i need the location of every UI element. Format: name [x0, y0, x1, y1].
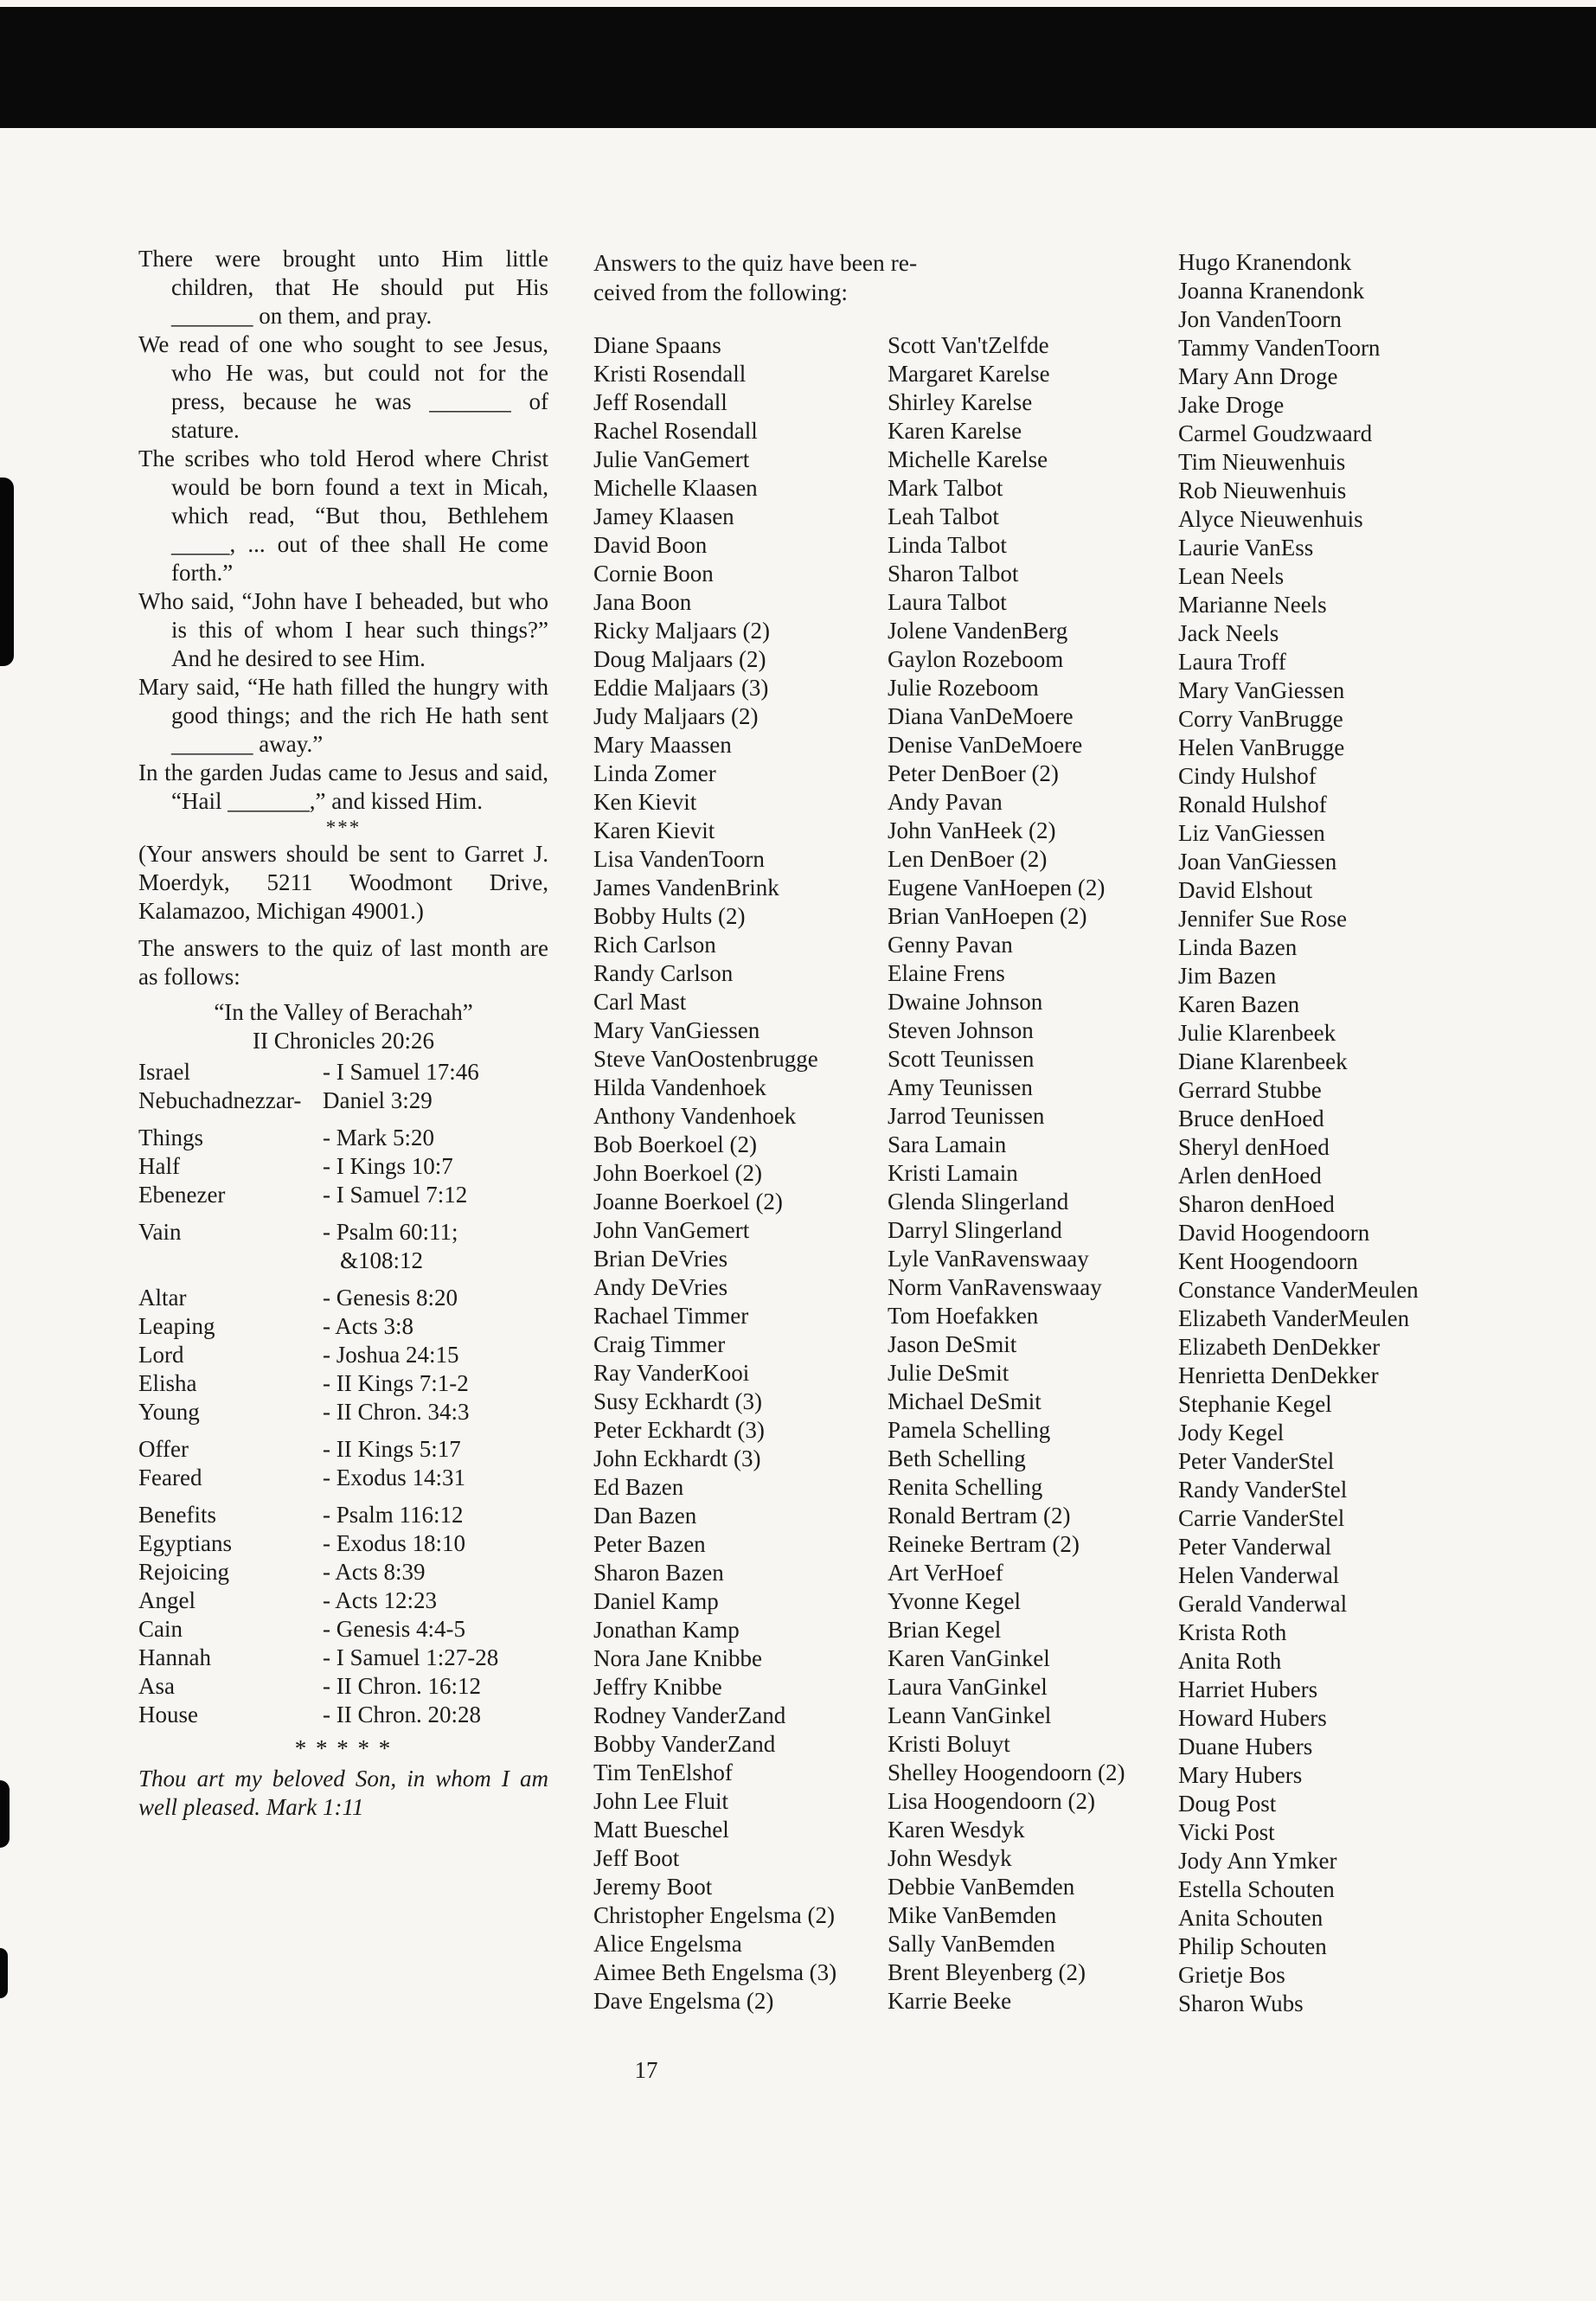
answer-word: Rejoicing	[138, 1559, 229, 1585]
send-answers-note: (Your answers should be sent to Garret J. Moerdyk, 5211 Woodmont Drive, Kalamazoo, Michigan 49001.)	[138, 841, 548, 924]
reader-name: Cornie Boon	[593, 561, 714, 586]
reader-name: Glenda Slingerland	[888, 1189, 1069, 1215]
answer-scripture-reference: - I Samuel 17:46	[323, 1059, 479, 1085]
reader-name: John Boerkoel (2)	[593, 1160, 762, 1186]
reader-name: Michelle Klaasen	[593, 475, 758, 501]
reader-name: Art VerHoef	[888, 1560, 1003, 1586]
answer-row	[138, 1369, 548, 1398]
reader-name: Helen VanBrugge	[1178, 734, 1345, 760]
reader-name: Jon VandenToorn	[1178, 306, 1342, 332]
reader-name: Mary Maassen	[593, 732, 732, 758]
scan-artifact	[0, 478, 14, 666]
reader-name: Ray VanderKooi	[593, 1360, 750, 1386]
reader-name: Constance VanderMeulen	[1178, 1277, 1419, 1303]
reader-name: Helen Vanderwal	[1178, 1562, 1340, 1588]
scan-artifact	[0, 1780, 10, 1848]
reader-name: Laurie VanEss	[1178, 535, 1314, 561]
answer-word: Ebenezer	[138, 1182, 226, 1208]
reader-name: Mary VanGiessen	[593, 1017, 760, 1043]
reader-name: Linda Zomer	[593, 760, 716, 786]
reader-name: David Hoogendoorn	[1178, 1220, 1370, 1246]
reader-name: John Lee Fluit	[593, 1788, 728, 1814]
answer-group	[138, 1284, 548, 1426]
reader-name: Harriet Hubers	[1178, 1676, 1318, 1702]
reader-name: Joan VanGiessen	[1178, 849, 1337, 875]
reader-name: Linda Bazen	[1178, 934, 1298, 960]
reader-name: Michael DeSmit	[888, 1388, 1042, 1414]
reader-name: Brian DeVries	[593, 1246, 728, 1272]
reader-name: Mary Hubers	[1178, 1762, 1303, 1788]
reader-name: Jonathan Kamp	[593, 1617, 740, 1643]
answer-scripture-reference: - II Kings 5:17	[323, 1436, 461, 1462]
reader-name: Jeff Rosendall	[593, 389, 727, 415]
reader-name: Michelle Karelse	[888, 446, 1048, 472]
answer-row	[138, 1181, 548, 1209]
reader-name: James VandenBrink	[593, 875, 779, 901]
reader-name: Eugene VanHoepen (2)	[888, 875, 1106, 901]
reader-name: Anthony Vandenhoek	[593, 1103, 797, 1129]
reader-name: Margaret Karelse	[888, 361, 1050, 387]
answer-row	[138, 1558, 548, 1586]
reader-name: Karrie Beeke	[888, 1988, 1012, 2014]
answer-word: Lord	[138, 1342, 184, 1368]
quiz-question: We read of one who sought to see Jesus, who He was, but could not for the press, because he was _______ of stature.	[138, 331, 548, 443]
reader-name: Aimee Beth Engelsma (3)	[593, 1959, 837, 1985]
reader-name: Philip Schouten	[1178, 1933, 1327, 1959]
reader-name: Ricky Maljaars (2)	[593, 618, 770, 644]
reader-name: Henrietta DenDekker	[1178, 1362, 1379, 1388]
answer-row	[138, 1058, 548, 1086]
reader-name: Jody Kegel	[1178, 1420, 1285, 1445]
reader-name: Debbie VanBemden	[888, 1874, 1075, 1900]
quiz-question: Mary said, “He hath filled the hungry with good things; and the rich He hath sent _______ away.”	[138, 674, 548, 757]
answer-scripture-reference: - II Kings 7:1-2	[323, 1370, 469, 1396]
answer-row	[138, 1672, 548, 1701]
answer-row	[138, 1644, 548, 1672]
reader-name: Jason DeSmit	[888, 1331, 1017, 1357]
reader-name: Carrie VanderStel	[1178, 1505, 1345, 1531]
answer-row	[138, 1152, 548, 1181]
reader-name: Rich Carlson	[593, 932, 716, 958]
reader-name: Kristi Rosendall	[593, 361, 747, 387]
quiz-question-list	[138, 245, 548, 816]
reader-name: Hilda Vandenhoek	[593, 1074, 766, 1100]
answer-word: Vain	[138, 1219, 182, 1245]
reader-name: Peter VanderStel	[1178, 1448, 1335, 1474]
names-column-3	[1178, 248, 1465, 2018]
reader-name: Sharon Wubs	[1178, 1990, 1304, 2016]
reader-name: Len DenBoer (2)	[888, 846, 1048, 872]
reader-name: Bobby Hults (2)	[593, 903, 746, 929]
reader-name: Dave Engelsma (2)	[593, 1988, 774, 2014]
reader-name: Elaine Frens	[888, 960, 1005, 986]
reader-name: Brian Kegel	[888, 1617, 1002, 1643]
reader-name: Kent Hoogendoorn	[1178, 1248, 1358, 1274]
reader-name: Sally VanBemden	[888, 1931, 1055, 1957]
reader-name: Peter Bazen	[593, 1531, 706, 1557]
answer-row	[138, 1086, 548, 1115]
reader-name: Diane Klarenbeek	[1178, 1048, 1348, 1074]
reader-name: Sheryl denHoed	[1178, 1134, 1330, 1160]
reader-name: Lyle VanRavenswaay	[888, 1246, 1089, 1272]
reader-name: Diane Spaans	[593, 332, 721, 358]
reader-name: Vicki Post	[1178, 1819, 1275, 1845]
reader-name: Andy Pavan	[888, 789, 1003, 815]
names-column-1	[593, 331, 881, 2016]
reader-name: Doug Post	[1178, 1791, 1277, 1817]
answer-key-table	[138, 1058, 548, 1729]
answer-word: Asa	[138, 1673, 175, 1699]
answer-row	[138, 1398, 548, 1426]
answer-word: Egyptians	[138, 1530, 232, 1556]
reader-name: Gerrard Stubbe	[1178, 1077, 1322, 1103]
reader-name: Marianne Neels	[1178, 592, 1327, 618]
answer-scripture-reference: - I Kings 10:7	[323, 1153, 453, 1179]
reader-name: Ronald Bertram (2)	[888, 1503, 1071, 1529]
answer-scripture-reference: - Acts 12:23	[323, 1587, 437, 1613]
reader-name: Jarrod Teunissen	[888, 1103, 1045, 1129]
scan-top-bar	[0, 7, 1596, 128]
answer-word: Feared	[138, 1465, 202, 1490]
answer-word: Half	[138, 1153, 180, 1179]
answer-scripture-reference: - Genesis 4:4-5	[323, 1616, 465, 1642]
reader-name: Elizabeth DenDekker	[1178, 1334, 1381, 1360]
reader-name: Tim TenElshof	[593, 1759, 733, 1785]
reader-name: Pamela Schelling	[888, 1417, 1051, 1443]
answer-scripture-reference: - Genesis 8:20	[323, 1285, 458, 1311]
reader-name: Rachael Timmer	[593, 1303, 749, 1329]
answer-row	[138, 1501, 548, 1529]
reader-name: Grietje Bos	[1178, 1962, 1285, 1988]
reader-name: Scott Teunissen	[888, 1046, 1035, 1072]
reader-name: Kristi Lamain	[888, 1160, 1018, 1186]
reader-name: Nora Jane Knibbe	[593, 1645, 762, 1671]
reader-name: Diana VanDeMoere	[888, 703, 1074, 729]
reader-name: Joanna Kranendonk	[1178, 278, 1365, 304]
reader-name: Ed Bazen	[593, 1474, 684, 1500]
reader-name: Julie DeSmit	[888, 1360, 1010, 1386]
reader-name: Steve VanOostenbrugge	[593, 1046, 818, 1072]
answer-scripture-reference: - Acts 3:8	[323, 1313, 413, 1339]
reader-name: Craig Timmer	[593, 1331, 726, 1357]
reader-name: Laura VanGinkel	[888, 1674, 1048, 1700]
reader-name: Mary VanGiessen	[1178, 677, 1345, 703]
reader-name: Corry VanBrugge	[1178, 706, 1343, 732]
reader-name: Julie Rozeboom	[888, 675, 1039, 701]
answer-scripture-reference: - II Chron. 20:28	[323, 1702, 481, 1727]
answer-scripture-reference-cont: &108:12	[340, 1247, 424, 1273]
quiz-question: The scribes who told Herod where Christ would be born found a text in Micah, which read, “But thou, Bethlehem _____, ... out of thee shall He come forth.”	[138, 445, 548, 586]
reader-name: Krista Roth	[1178, 1619, 1287, 1645]
reader-name: Peter DenBoer (2)	[888, 760, 1059, 786]
reader-name: Randy Carlson	[593, 960, 734, 986]
answer-row	[138, 1284, 548, 1312]
reader-name: John VanHeek (2)	[888, 817, 1056, 843]
answer-scripture-reference: - Joshua 24:15	[323, 1342, 459, 1368]
reader-name: Doug Maljaars (2)	[593, 646, 766, 672]
answer-group	[138, 1501, 548, 1729]
reader-name: Lisa VandenToorn	[593, 846, 765, 872]
reader-name: Sharon Talbot	[888, 561, 1019, 586]
answer-group	[138, 1124, 548, 1209]
reader-name: Jana Boon	[593, 589, 692, 615]
reader-name: Laura Talbot	[888, 589, 1007, 615]
reader-name: Bob Boerkoel (2)	[593, 1131, 757, 1157]
reader-name: Jolene VandenBerg	[888, 618, 1068, 644]
answer-row	[138, 1312, 548, 1341]
answer-scripture-reference: - I Samuel 7:12	[323, 1182, 468, 1208]
reader-name: Kristi Boluyt	[888, 1731, 1010, 1757]
answer-word: Cain	[138, 1616, 183, 1642]
names-column-2	[888, 331, 1175, 2016]
answer-scripture-reference: - Psalm 116:12	[323, 1502, 464, 1528]
separator-stars: ***	[325, 817, 362, 838]
reader-name: Laura Troff	[1178, 649, 1286, 675]
answer-group	[138, 1058, 548, 1115]
reader-name: Karen VanGinkel	[888, 1645, 1050, 1671]
answer-scripture-reference: - Acts 8:39	[323, 1559, 426, 1585]
answer-row	[138, 1218, 548, 1275]
answer-word: Angel	[138, 1587, 195, 1613]
reader-name: Tom Hoefakken	[888, 1303, 1039, 1329]
received-heading	[593, 248, 1009, 307]
reader-name: John VanGemert	[593, 1217, 750, 1243]
reader-name: Rachel Rosendall	[593, 418, 758, 444]
reader-name: Anita Roth	[1178, 1648, 1282, 1674]
reader-name: Rodney VanderZand	[593, 1702, 786, 1728]
reader-name: Tammy VandenToorn	[1178, 335, 1381, 361]
reader-name: Duane Hubers	[1178, 1734, 1313, 1759]
reader-name: Sharon Bazen	[593, 1560, 724, 1586]
reader-name: Beth Schelling	[888, 1445, 1026, 1471]
reader-name: Reineke Bertram (2)	[888, 1531, 1080, 1557]
reader-name: Karen Kievit	[593, 817, 715, 843]
answer-word: House	[138, 1702, 198, 1727]
reader-name: Shirley Karelse	[888, 389, 1033, 415]
answers-reference: II Chronicles 20:26	[253, 1028, 434, 1054]
reader-name: Tim Nieuwenhuis	[1178, 449, 1346, 475]
reader-name: Christopher Engelsma (2)	[593, 1902, 835, 1928]
reader-name: Sara Lamain	[888, 1131, 1007, 1157]
reader-name: Mike VanBemden	[888, 1902, 1057, 1928]
reader-name: Jennifer Sue Rose	[1178, 906, 1347, 932]
answer-word: Nebuchadnezzar-	[138, 1087, 302, 1113]
reader-name: Stephanie Kegel	[1178, 1391, 1332, 1417]
reader-name: David Elshout	[1178, 877, 1313, 903]
answer-scripture-reference: - Psalm 60:11;	[323, 1219, 458, 1245]
reader-name: Ronald Hulshof	[1178, 792, 1327, 817]
reader-name: David Boon	[593, 532, 708, 558]
answer-scripture-reference: Daniel 3:29	[323, 1087, 433, 1113]
received-heading-line2: ceived from the following:	[593, 279, 849, 305]
reader-name: Steven Johnson	[888, 1017, 1034, 1043]
answer-word: Israel	[138, 1059, 190, 1085]
answer-group	[138, 1435, 548, 1492]
answer-word: Things	[138, 1125, 204, 1150]
reader-name: Randy VanderStel	[1178, 1477, 1348, 1503]
answer-scripture-reference: - Exodus 14:31	[323, 1465, 465, 1490]
reader-name: Karen Bazen	[1178, 991, 1300, 1017]
answer-scripture-reference: - II Chron. 34:3	[323, 1399, 470, 1425]
reader-name: Jody Ann Ymker	[1178, 1848, 1337, 1874]
reader-name: Arlen denHoed	[1178, 1163, 1322, 1189]
answer-word: Young	[138, 1399, 200, 1425]
reader-name: Cindy Hulshof	[1178, 763, 1317, 789]
answer-group	[138, 1218, 548, 1275]
page-number: 17	[634, 2057, 658, 2083]
reader-name: Jim Bazen	[1178, 963, 1277, 989]
reader-name: Leann VanGinkel	[888, 1702, 1052, 1728]
reader-name: Julie Klarenbeek	[1178, 1020, 1336, 1046]
reader-name: Brent Bleyenberg (2)	[888, 1959, 1086, 1985]
answers-intro: The answers to the quiz of last month are as follows:	[138, 935, 548, 990]
reader-name: Leah Talbot	[888, 503, 999, 529]
reader-name: Amy Teunissen	[888, 1074, 1033, 1100]
reader-name: Howard Hubers	[1178, 1705, 1327, 1731]
reader-name: Anita Schouten	[1178, 1905, 1324, 1931]
scripture-verse: Thou art my beloved Son, in whom I am well pleased. Mark 1:11	[138, 1766, 548, 1820]
reader-name: Susy Eckhardt (3)	[593, 1388, 762, 1414]
reader-name: Jamey Klaasen	[593, 503, 734, 529]
answer-word: Hannah	[138, 1644, 211, 1670]
reader-name: Alice Engelsma	[593, 1931, 742, 1957]
reader-name: Jeffry Knibbe	[593, 1674, 722, 1700]
reader-name: Darryl Slingerland	[888, 1217, 1062, 1243]
reader-name: Yvonne Kegel	[888, 1588, 1021, 1614]
reader-name: Matt Bueschel	[593, 1817, 729, 1843]
answer-row	[138, 1586, 548, 1615]
reader-name: Mark Talbot	[888, 475, 1003, 501]
answer-word: Altar	[138, 1285, 187, 1311]
answer-scripture-reference: - II Chron. 16:12	[323, 1673, 481, 1699]
answer-scripture-reference: - Mark 5:20	[323, 1125, 434, 1150]
reader-name: Denise VanDeMoere	[888, 732, 1083, 758]
reader-name: Rob Nieuwenhuis	[1178, 478, 1347, 503]
answer-row	[138, 1124, 548, 1152]
reader-name: Jeremy Boot	[593, 1874, 713, 1900]
reader-name: Peter Vanderwal	[1178, 1534, 1332, 1560]
reader-name: Gaylon Rozeboom	[888, 646, 1064, 672]
reader-name: Carl Mast	[593, 989, 687, 1015]
quiz-question: Who said, “John have I beheaded, but who is this of whom I hear such things?” And he desired to see Him.	[138, 588, 548, 671]
reader-name: Norm VanRavenswaay	[888, 1274, 1102, 1300]
reader-name: Shelley Hoogendoorn (2)	[888, 1759, 1125, 1785]
reader-name: John Eckhardt (3)	[593, 1445, 761, 1471]
reader-name: Bobby VanderZand	[593, 1731, 776, 1757]
answer-row	[138, 1435, 548, 1464]
answer-row	[138, 1341, 548, 1369]
answer-row	[138, 1701, 548, 1729]
reader-name: Brian VanHoepen (2)	[888, 903, 1087, 929]
reader-name: Renita Schelling	[888, 1474, 1043, 1500]
answer-word: Benefits	[138, 1502, 216, 1528]
reader-name: Peter Eckhardt (3)	[593, 1417, 765, 1443]
answer-scripture-reference: - I Samuel 1:27-28	[323, 1644, 499, 1670]
answer-row	[138, 1464, 548, 1492]
scan-artifact	[0, 1948, 8, 1998]
reader-name: Hugo Kranendonk	[1178, 249, 1352, 275]
reader-name: Karen Karelse	[888, 418, 1022, 444]
reader-name: Karen Wesdyk	[888, 1817, 1025, 1843]
separator-stars-five: * * * * *	[294, 1735, 393, 1761]
answer-word: Offer	[138, 1436, 189, 1462]
answers-title: “In the Valley of Berachah”	[214, 999, 473, 1025]
quiz-question: In the garden Judas came to Jesus and said, “Hail _______,” and kissed Him.	[138, 760, 548, 814]
answer-scripture-reference: - Exodus 18:10	[323, 1530, 465, 1556]
reader-name: John Wesdyk	[888, 1845, 1012, 1871]
reader-name: Judy Maljaars (2)	[593, 703, 759, 729]
received-heading-line1: Answers to the quiz have been re-	[593, 249, 918, 276]
reader-name: Eddie Maljaars (3)	[593, 675, 769, 701]
reader-name: Jake Droge	[1178, 392, 1285, 418]
reader-name: Lisa Hoogendoorn (2)	[888, 1788, 1095, 1814]
reader-name: Bruce denHoed	[1178, 1106, 1324, 1131]
reader-name: Liz VanGiessen	[1178, 820, 1325, 846]
reader-name: Estella Schouten	[1178, 1876, 1335, 1902]
quiz-column	[138, 245, 548, 1822]
answer-row	[138, 1529, 548, 1558]
reader-name: Andy DeVries	[593, 1274, 728, 1300]
reader-name: Mary Ann Droge	[1178, 363, 1338, 389]
reader-name: Gerald Vanderwal	[1178, 1591, 1348, 1617]
reader-name: Elizabeth VanderMeulen	[1178, 1305, 1410, 1331]
answer-word: Leaping	[138, 1313, 215, 1339]
quiz-question: There were brought unto Him little children, that He should put His _______ on them, and pray.	[138, 246, 548, 329]
answer-row	[138, 1615, 548, 1644]
reader-name: Scott Van'tZelfde	[888, 332, 1049, 358]
reader-name: Lean Neels	[1178, 563, 1285, 589]
answer-word: Elisha	[138, 1370, 197, 1396]
reader-name: Julie VanGemert	[593, 446, 750, 472]
reader-name: Alyce Nieuwenhuis	[1178, 506, 1363, 532]
reader-name: Jack Neels	[1178, 620, 1279, 646]
reader-name: Dwaine Johnson	[888, 989, 1043, 1015]
reader-name: Carmel Goudzwaard	[1178, 420, 1373, 446]
reader-name: Genny Pavan	[888, 932, 1013, 958]
reader-name: Ken Kievit	[593, 789, 697, 815]
reader-name: Daniel Kamp	[593, 1588, 719, 1614]
reader-name: Dan Bazen	[593, 1503, 697, 1529]
reader-name: Linda Talbot	[888, 532, 1007, 558]
reader-name: Sharon denHoed	[1178, 1191, 1335, 1217]
reader-name: Jeff Boot	[593, 1845, 680, 1871]
reader-name: Joanne Boerkoel (2)	[593, 1189, 783, 1215]
